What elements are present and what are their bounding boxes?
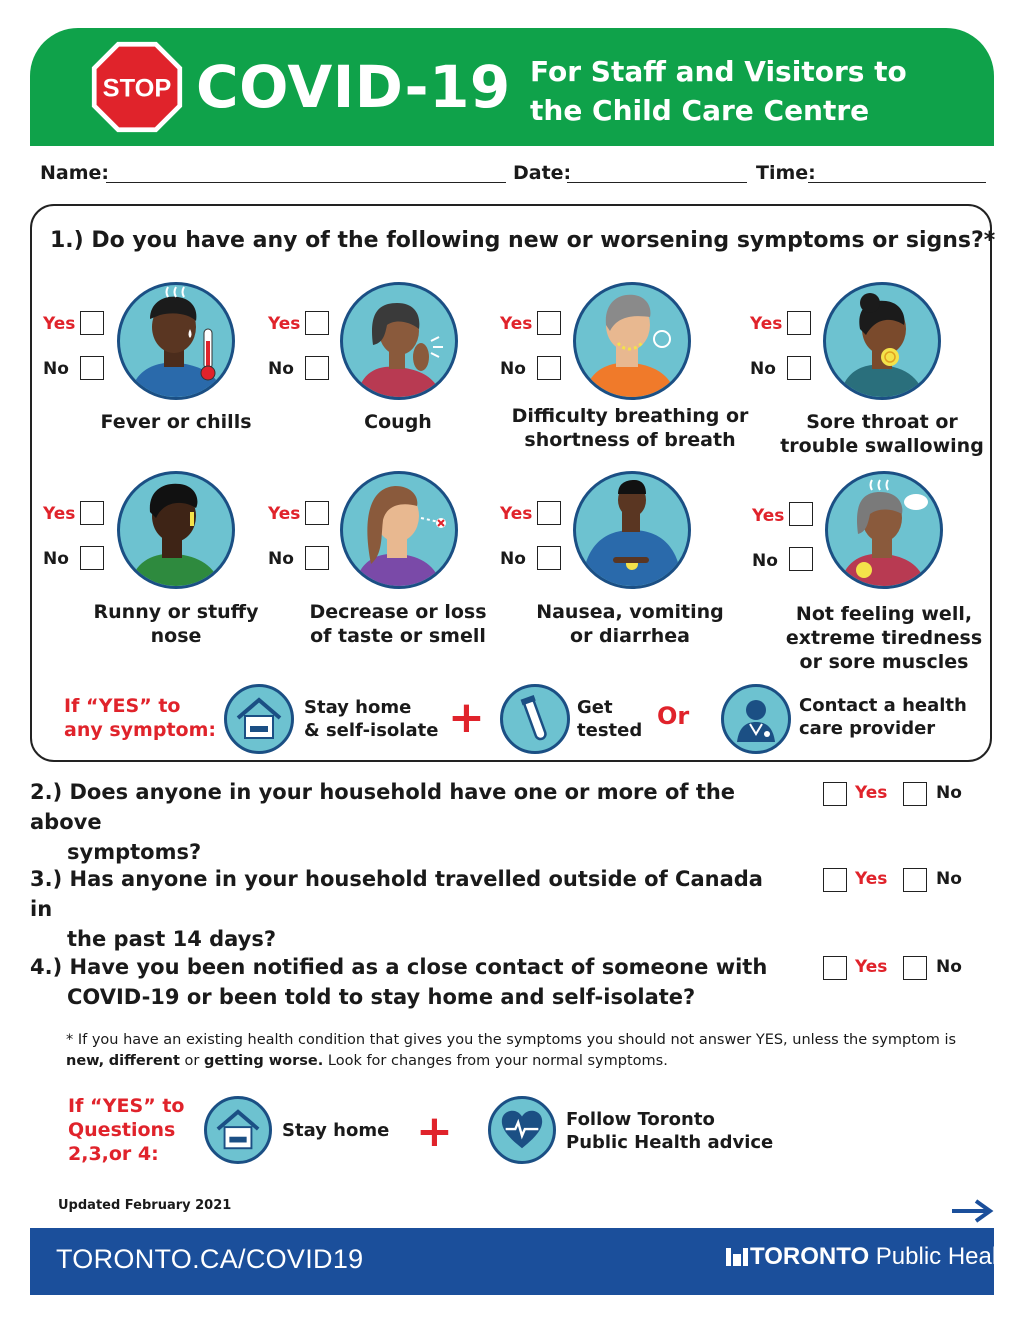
subtitle-line: For Staff and Visitors to bbox=[530, 55, 907, 88]
footnote-different: different bbox=[108, 1053, 180, 1069]
yes-label: Yes bbox=[750, 314, 783, 334]
breathing-no-checkbox[interactable] bbox=[537, 356, 561, 380]
yes-label: Yes bbox=[43, 504, 76, 524]
cough-no-checkbox[interactable] bbox=[305, 356, 329, 380]
subtitle-line: the Child Care Centre bbox=[530, 94, 870, 127]
no-label: No bbox=[500, 549, 526, 569]
get-tested-text bbox=[577, 696, 642, 742]
question-line: 4.) Have you been notified as a close contact of someone with bbox=[30, 955, 768, 979]
unwell-icon bbox=[825, 471, 943, 589]
action-line: Contact a health bbox=[799, 695, 967, 716]
symptom-label bbox=[56, 410, 296, 434]
no-label: No bbox=[936, 869, 962, 889]
breathing-icon bbox=[573, 282, 691, 400]
nausea-no-checkbox[interactable] bbox=[537, 546, 561, 570]
question-2 bbox=[30, 777, 790, 867]
symptom-label-line: Decrease or loss bbox=[309, 601, 487, 623]
house-icon bbox=[204, 1096, 272, 1164]
unwell-no-checkbox[interactable] bbox=[789, 547, 813, 571]
contact-provider-text bbox=[799, 694, 967, 740]
yes-label: Yes bbox=[43, 314, 76, 334]
symptom-label-line: nose bbox=[150, 625, 202, 647]
yes-label: Yes bbox=[268, 504, 301, 524]
footnote-new: new, bbox=[66, 1053, 105, 1069]
footnote-text: Look for changes from your normal symptoms. bbox=[323, 1053, 668, 1069]
yes-label: Yes bbox=[855, 783, 888, 803]
action-line: Follow Toronto bbox=[566, 1109, 715, 1130]
yes-label: Yes bbox=[855, 957, 888, 977]
symptom-label-line: Not feeling well, bbox=[795, 603, 973, 625]
yes-label: Yes bbox=[500, 314, 533, 334]
plus-icon: + bbox=[448, 692, 485, 743]
symptom-label-line: of taste or smell bbox=[310, 625, 486, 647]
symptom-label bbox=[278, 410, 518, 434]
stop-sign-icon bbox=[90, 40, 184, 134]
page-title: COVID-19 bbox=[196, 53, 511, 121]
fever-icon bbox=[117, 282, 235, 400]
next-page-arrow-icon[interactable] bbox=[950, 1198, 994, 1224]
action-line: & self-isolate bbox=[304, 720, 439, 741]
question-line: COVID-19 or been told to stay home and self-isolate? bbox=[67, 985, 696, 1009]
stay-home-text: Stay home bbox=[282, 1120, 390, 1141]
heart-pulse-icon bbox=[488, 1096, 556, 1164]
no-label: No bbox=[500, 359, 526, 379]
taste-smell-no-checkbox[interactable] bbox=[305, 546, 329, 570]
doctor-icon bbox=[721, 684, 791, 754]
symptom-label bbox=[510, 600, 750, 648]
action-line: care provider bbox=[799, 718, 936, 739]
q4-no-checkbox[interactable] bbox=[903, 956, 927, 980]
if-yes-line: If “YES” to bbox=[68, 1095, 185, 1117]
no-label: No bbox=[43, 549, 69, 569]
no-label: No bbox=[750, 359, 776, 379]
if-yes-line: any symptom: bbox=[64, 719, 216, 741]
question-1: 1.) Do you have any of the following new or worsening symptoms or signs?* bbox=[50, 228, 996, 253]
symptom-label-line: Nausea, vomiting bbox=[536, 601, 724, 623]
yes-label: Yes bbox=[268, 314, 301, 334]
action-line: Get bbox=[577, 697, 613, 718]
runny-nose-icon bbox=[117, 471, 235, 589]
stop-sign-text: STOP bbox=[102, 74, 172, 103]
question-4 bbox=[30, 952, 790, 1012]
symptom-label-line: Runny or stuffy bbox=[93, 601, 259, 623]
symptom-label-line: or diarrhea bbox=[570, 625, 690, 647]
date-field[interactable] bbox=[567, 182, 747, 183]
nausea-icon bbox=[573, 471, 691, 589]
nausea-yes-checkbox[interactable] bbox=[537, 501, 561, 525]
city-hall-icon bbox=[724, 1242, 750, 1268]
page-subtitle bbox=[530, 52, 950, 130]
symptom-label bbox=[510, 404, 750, 452]
sore-throat-icon bbox=[823, 282, 941, 400]
q2-yes-checkbox[interactable] bbox=[823, 782, 847, 806]
or-text: Or bbox=[657, 702, 690, 730]
no-label: No bbox=[936, 783, 962, 803]
symptom-label-line: Cough bbox=[364, 411, 432, 433]
yes-label: Yes bbox=[855, 869, 888, 889]
no-label: No bbox=[936, 957, 962, 977]
if-yes-line: Questions bbox=[68, 1119, 176, 1141]
symptom-label bbox=[762, 410, 1002, 458]
runny-nose-no-checkbox[interactable] bbox=[80, 546, 104, 570]
q4-yes-checkbox[interactable] bbox=[823, 956, 847, 980]
name-label: Name: bbox=[40, 162, 110, 184]
footer-url-link[interactable]: TORONTO.CA/COVID19 bbox=[56, 1244, 364, 1274]
sore-throat-no-checkbox[interactable] bbox=[787, 356, 811, 380]
symptom-label bbox=[764, 602, 1004, 674]
toronto-public-health-logo bbox=[724, 1242, 1017, 1271]
footnote-text: * If you have an existing health condition that gives you the symptoms you should not answer YES, unless the symptom is bbox=[66, 1032, 957, 1048]
plus-icon: + bbox=[416, 1106, 453, 1157]
if-yes-questions bbox=[68, 1094, 184, 1166]
taste-smell-yes-checkbox[interactable] bbox=[305, 501, 329, 525]
footnote bbox=[66, 1030, 966, 1072]
brand-bold: TORONTO bbox=[750, 1243, 870, 1270]
cough-icon bbox=[340, 282, 458, 400]
action-line: Public Health advice bbox=[566, 1132, 774, 1153]
q2-no-checkbox[interactable] bbox=[903, 782, 927, 806]
yes-label: Yes bbox=[500, 504, 533, 524]
updated-date: Updated February 2021 bbox=[58, 1198, 232, 1213]
name-field[interactable] bbox=[106, 182, 506, 183]
time-label: Time: bbox=[756, 162, 816, 184]
yes-label: Yes bbox=[752, 506, 785, 526]
if-yes-line: 2,3,or 4: bbox=[68, 1143, 159, 1165]
sore-throat-yes-checkbox[interactable] bbox=[787, 311, 811, 335]
action-line: Stay home bbox=[304, 697, 412, 718]
symptom-label-line: Sore throat or bbox=[806, 411, 958, 433]
question-line: 3.) Has anyone in your household travelled outside of Canada in bbox=[30, 867, 763, 921]
brand-rest: Public Health bbox=[869, 1243, 1018, 1270]
stay-home-isolate-text bbox=[304, 696, 438, 742]
symptom-label-line: shortness of breath bbox=[524, 429, 736, 451]
question-line: 2.) Does anyone in your household have one or more of the above bbox=[30, 780, 736, 834]
question-3 bbox=[30, 864, 790, 954]
runny-nose-yes-checkbox[interactable] bbox=[80, 501, 104, 525]
action-line: tested bbox=[577, 720, 643, 741]
q3-no-checkbox[interactable] bbox=[903, 868, 927, 892]
date-label: Date: bbox=[513, 162, 572, 184]
question-line: the past 14 days? bbox=[67, 927, 277, 951]
fever-no-checkbox[interactable] bbox=[80, 356, 104, 380]
question-line: symptoms? bbox=[67, 840, 202, 864]
follow-advice-text bbox=[566, 1108, 773, 1154]
symptom-label-line: Difficulty breathing or bbox=[511, 405, 749, 427]
test-tube-icon bbox=[500, 684, 570, 754]
symptom-label-line: Fever or chills bbox=[100, 411, 252, 433]
taste-smell-icon bbox=[340, 471, 458, 589]
symptom-label bbox=[56, 600, 296, 648]
symptom-label-line: or sore muscles bbox=[799, 651, 969, 673]
unwell-yes-checkbox[interactable] bbox=[789, 502, 813, 526]
symptom-label bbox=[278, 600, 518, 648]
no-label: No bbox=[752, 551, 778, 571]
no-label: No bbox=[268, 359, 294, 379]
cough-yes-checkbox[interactable] bbox=[305, 311, 329, 335]
footnote-or: or bbox=[179, 1053, 204, 1069]
house-icon bbox=[224, 684, 294, 754]
footnote-worse: getting worse. bbox=[203, 1053, 324, 1069]
fever-yes-checkbox[interactable] bbox=[80, 311, 104, 335]
symptom-label-line: extreme tiredness bbox=[785, 627, 983, 649]
q3-yes-checkbox[interactable] bbox=[823, 868, 847, 892]
if-yes-line: If “YES” to bbox=[64, 695, 181, 717]
no-label: No bbox=[43, 359, 69, 379]
time-field[interactable] bbox=[808, 182, 986, 183]
if-yes-any-symptom bbox=[64, 694, 216, 742]
no-label: No bbox=[268, 549, 294, 569]
breathing-yes-checkbox[interactable] bbox=[537, 311, 561, 335]
symptom-label-line: trouble swallowing bbox=[780, 435, 984, 457]
